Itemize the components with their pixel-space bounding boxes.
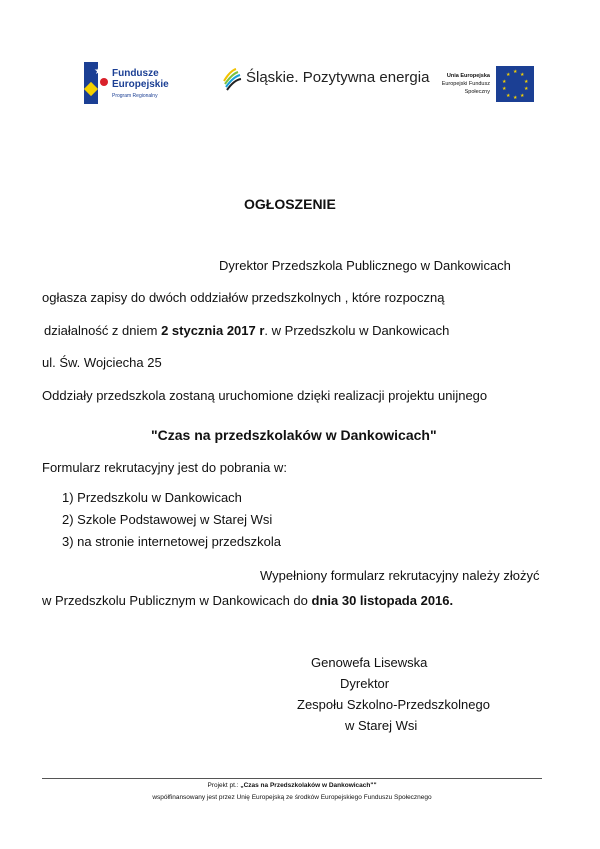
footer-project: „Czas na Przedszkolaków w Dankowicach"" <box>240 782 377 789</box>
signature-name: Genowefa Lisewska <box>311 655 428 670</box>
para-2: ogłasza zapisy do dwóch oddziałów przedszkolnych , które rozpoczną <box>42 290 445 305</box>
ue-line2: Europejski Fundusz Społeczny <box>441 81 490 95</box>
slaskie-rest: Pozytywna energia <box>298 69 430 86</box>
footer-label: Projekt pt.: <box>207 782 241 789</box>
ue-line1: Unia Europejska <box>446 73 490 79</box>
para-8 <box>42 593 453 608</box>
logo-fe-sub: Program Regionalny <box>112 93 158 99</box>
list-item: 1) Przedszkolu w Dankowicach <box>62 490 242 505</box>
para-5: Oddziały przedszkola zostaną uruchomione dzięki realizacji projektu unijnego <box>42 388 488 403</box>
star-icon: ★ <box>94 66 103 77</box>
para-1: Dyrektor Przedszkola Publicznego w Dankowicach <box>219 258 511 273</box>
slaskie-bold: Śląskie. <box>246 69 299 86</box>
fe-red-shape <box>100 78 108 86</box>
para-3 <box>44 323 449 338</box>
page-title: OGŁOSZENIE <box>244 196 336 212</box>
logo-fe-line2: Europejskie <box>112 79 169 90</box>
footer-line1 <box>42 782 542 789</box>
list-item: 3) na stronie internetowej przedszkola <box>62 534 281 549</box>
slaskie-logo-text <box>246 69 429 86</box>
signature-org: Zespołu Szkolno-Przedszkolnego <box>297 697 490 712</box>
para-7: Wypełniony formularz rekrutacyjny należy złożyć <box>260 568 540 583</box>
list-item: 2) Szkole Podstawowej w Starej Wsi <box>62 512 273 527</box>
logo-fe-line1: Fundusze <box>112 68 159 79</box>
signature-place: w Starej Wsi <box>345 718 418 733</box>
start-date: 2 stycznia 2017 r <box>161 323 265 338</box>
deadline: dnia 30 listopada 2016. <box>311 593 454 608</box>
para-6: Formularz rekrutacyjny jest do pobrania w: <box>42 460 287 475</box>
slaskie-waves-icon <box>222 67 242 91</box>
para-8a: w Przedszkolu Publicznym w Dankowicach do <box>42 593 312 608</box>
para-3c: . w Przedszkolu w Dankowicach <box>264 323 450 338</box>
footer-divider <box>42 778 542 779</box>
signature-role: Dyrektor <box>340 676 390 691</box>
project-name: "Czas na przedszkolaków w Dankowicach" <box>151 427 437 443</box>
footer-line2: współfinansowany jest przez Unię Europejską ze środków Europejskiego Funduszu Społecznego <box>152 794 432 801</box>
para-4: ul. Św. Wojciecha 25 <box>42 355 162 370</box>
para-3a: działalność z dniem <box>44 323 162 338</box>
eu-flag-icon: ★ ★ ★ ★ ★ ★ ★ ★ ★ ★ <box>496 66 534 102</box>
fundusze-europejskie-logo <box>84 62 184 106</box>
